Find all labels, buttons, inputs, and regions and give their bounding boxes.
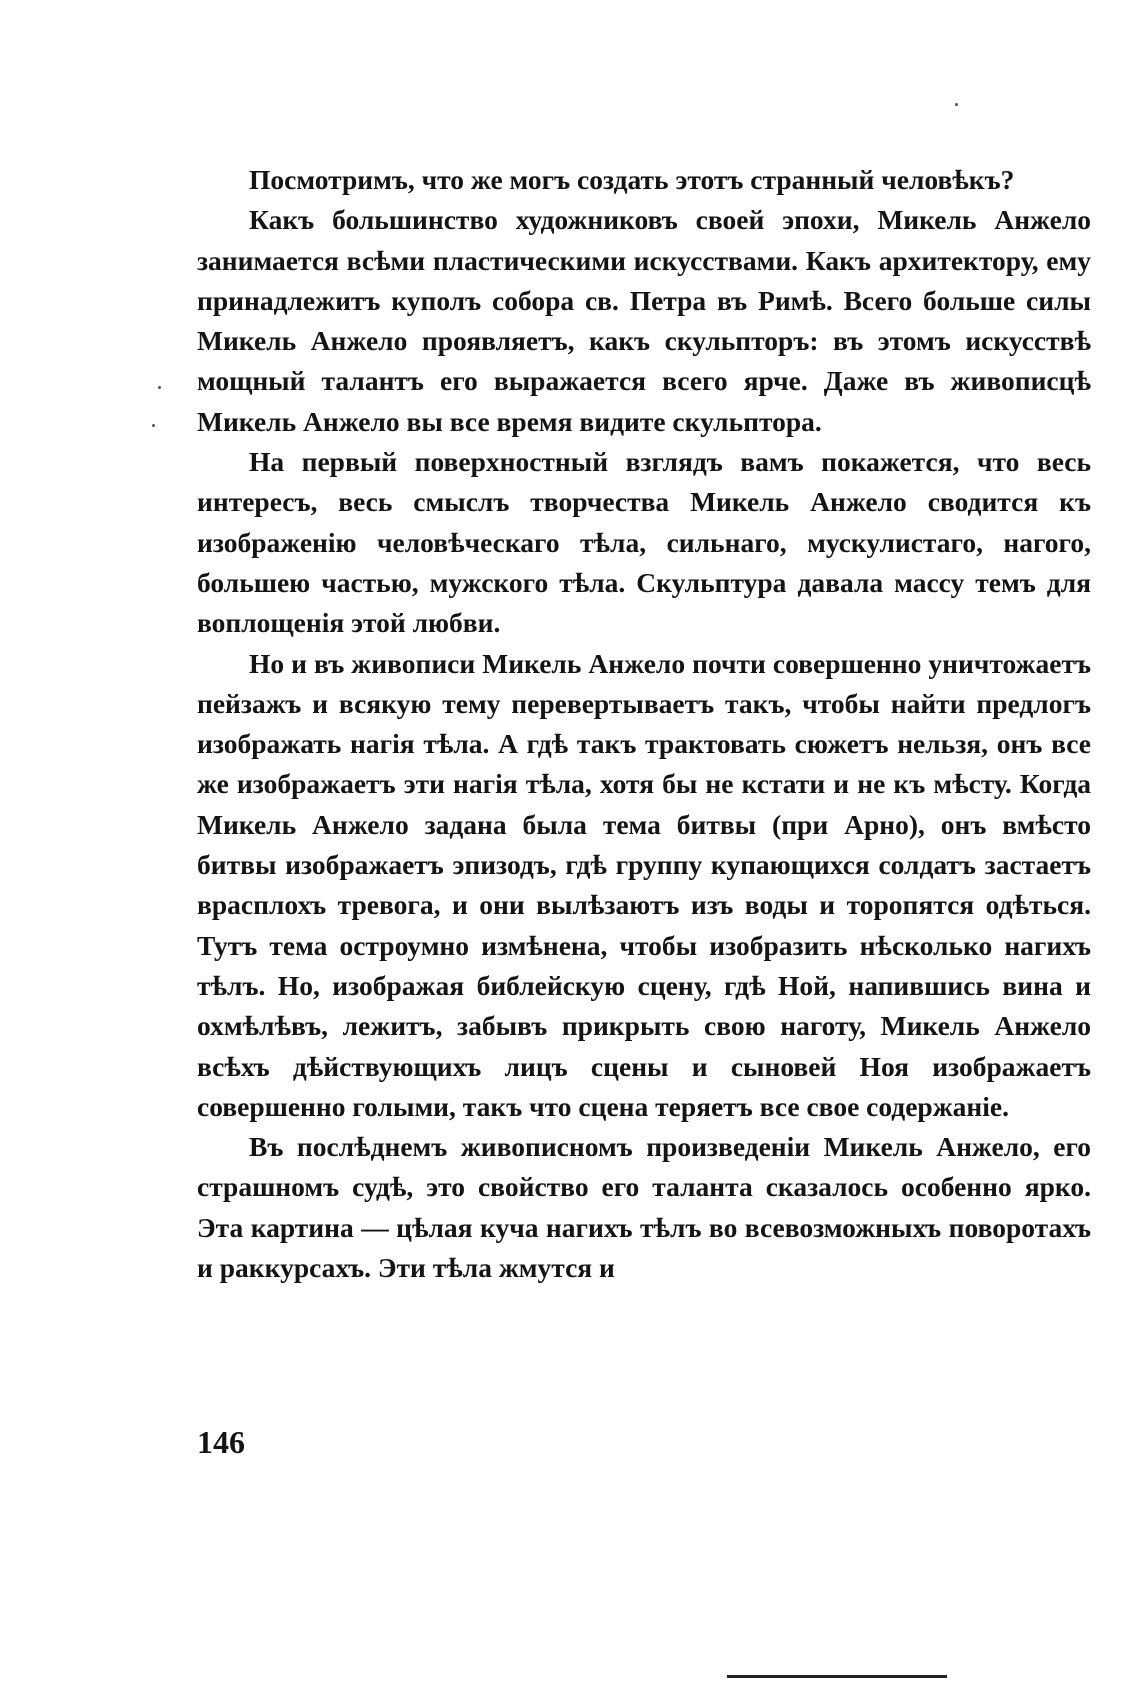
page-number: 146 — [197, 1424, 245, 1460]
paragraph-2: Какъ большинство художниковъ своей эпохи, Микель Анжело занимается всѣми пластическими искусствами. Какъ архитектору, ему принадлежитъ куполъ собора св. Петра въ Римѣ. Всего больше силы Микель Анжело проявляетъ, какъ скульпторъ: въ этомъ искусствѣ мощный талантъ его выражается всего ярче. Даже въ живописцѣ Микель Анжело вы все время видите скульптора. — [197, 204, 1091, 437]
footer-rule — [727, 1675, 947, 1678]
print-speck — [152, 424, 155, 427]
paragraph-4: Но и въ живописи Микель Анжело почти совершенно уничтожаетъ пейзажъ и всякую тему перевертываетъ такъ, чтобы найти предлогъ изображать нагія тѣла. А гдѣ такъ трактовать сюжетъ нельзя, онъ все же изображаетъ эти нагія тѣла, хотя бы не кстати и не къ мѣсту. Когда Микель Анжело задана была тема битвы (при Арно), онъ вмѣсто битвы изображаетъ эпизодъ, гдѣ группу купающихся солдатъ застаетъ врасплохъ тревога, и они вылѣзаютъ изъ воды и торопятся одѣться. Тутъ тема остроумно измѣнена, чтобы изобразить нѣсколько нагихъ тѣлъ. Но, изображая библейскую сцену, гдѣ Ной, напившись вина и охмѣлѣвъ, лежитъ, забывъ прикрыть свою наготу, Микель Анжело всѣхъ дѣйствующихъ лицъ сцены и сыновей Ноя изображаетъ совершенно голыми, такъ что сцена теряетъ все свое содержаніе. — [197, 647, 1091, 1122]
print-speck — [955, 103, 958, 106]
paragraph-3: На первый поверхностный взглядъ вамъ покажется, что весь интересъ, весь смыслъ творчества Микель Анжело сводится къ изображенію человѣческаго тѣла, сильнаго, мускулистаго, нагого, большею частью, мужского тѣла. Скульптура давала массу темъ для воплощенія этой любви. — [197, 446, 1091, 639]
print-speck — [158, 386, 161, 389]
paragraph-5: Въ послѣднемъ живописномъ произведеніи Микель Анжело, его страшномъ судѣ, это свойство его таланта сказалось особенно ярко. Эта картина — цѣлая куча нагихъ тѣлъ во всевозможныхъ поворотахъ и раккурсахъ. Эти тѣла жмутся и — [197, 1131, 1091, 1284]
paragraph-1: Посмотримъ, что же могъ создать этотъ странный человѣкъ? — [249, 164, 1015, 195]
body-text — [197, 160, 1091, 1288]
